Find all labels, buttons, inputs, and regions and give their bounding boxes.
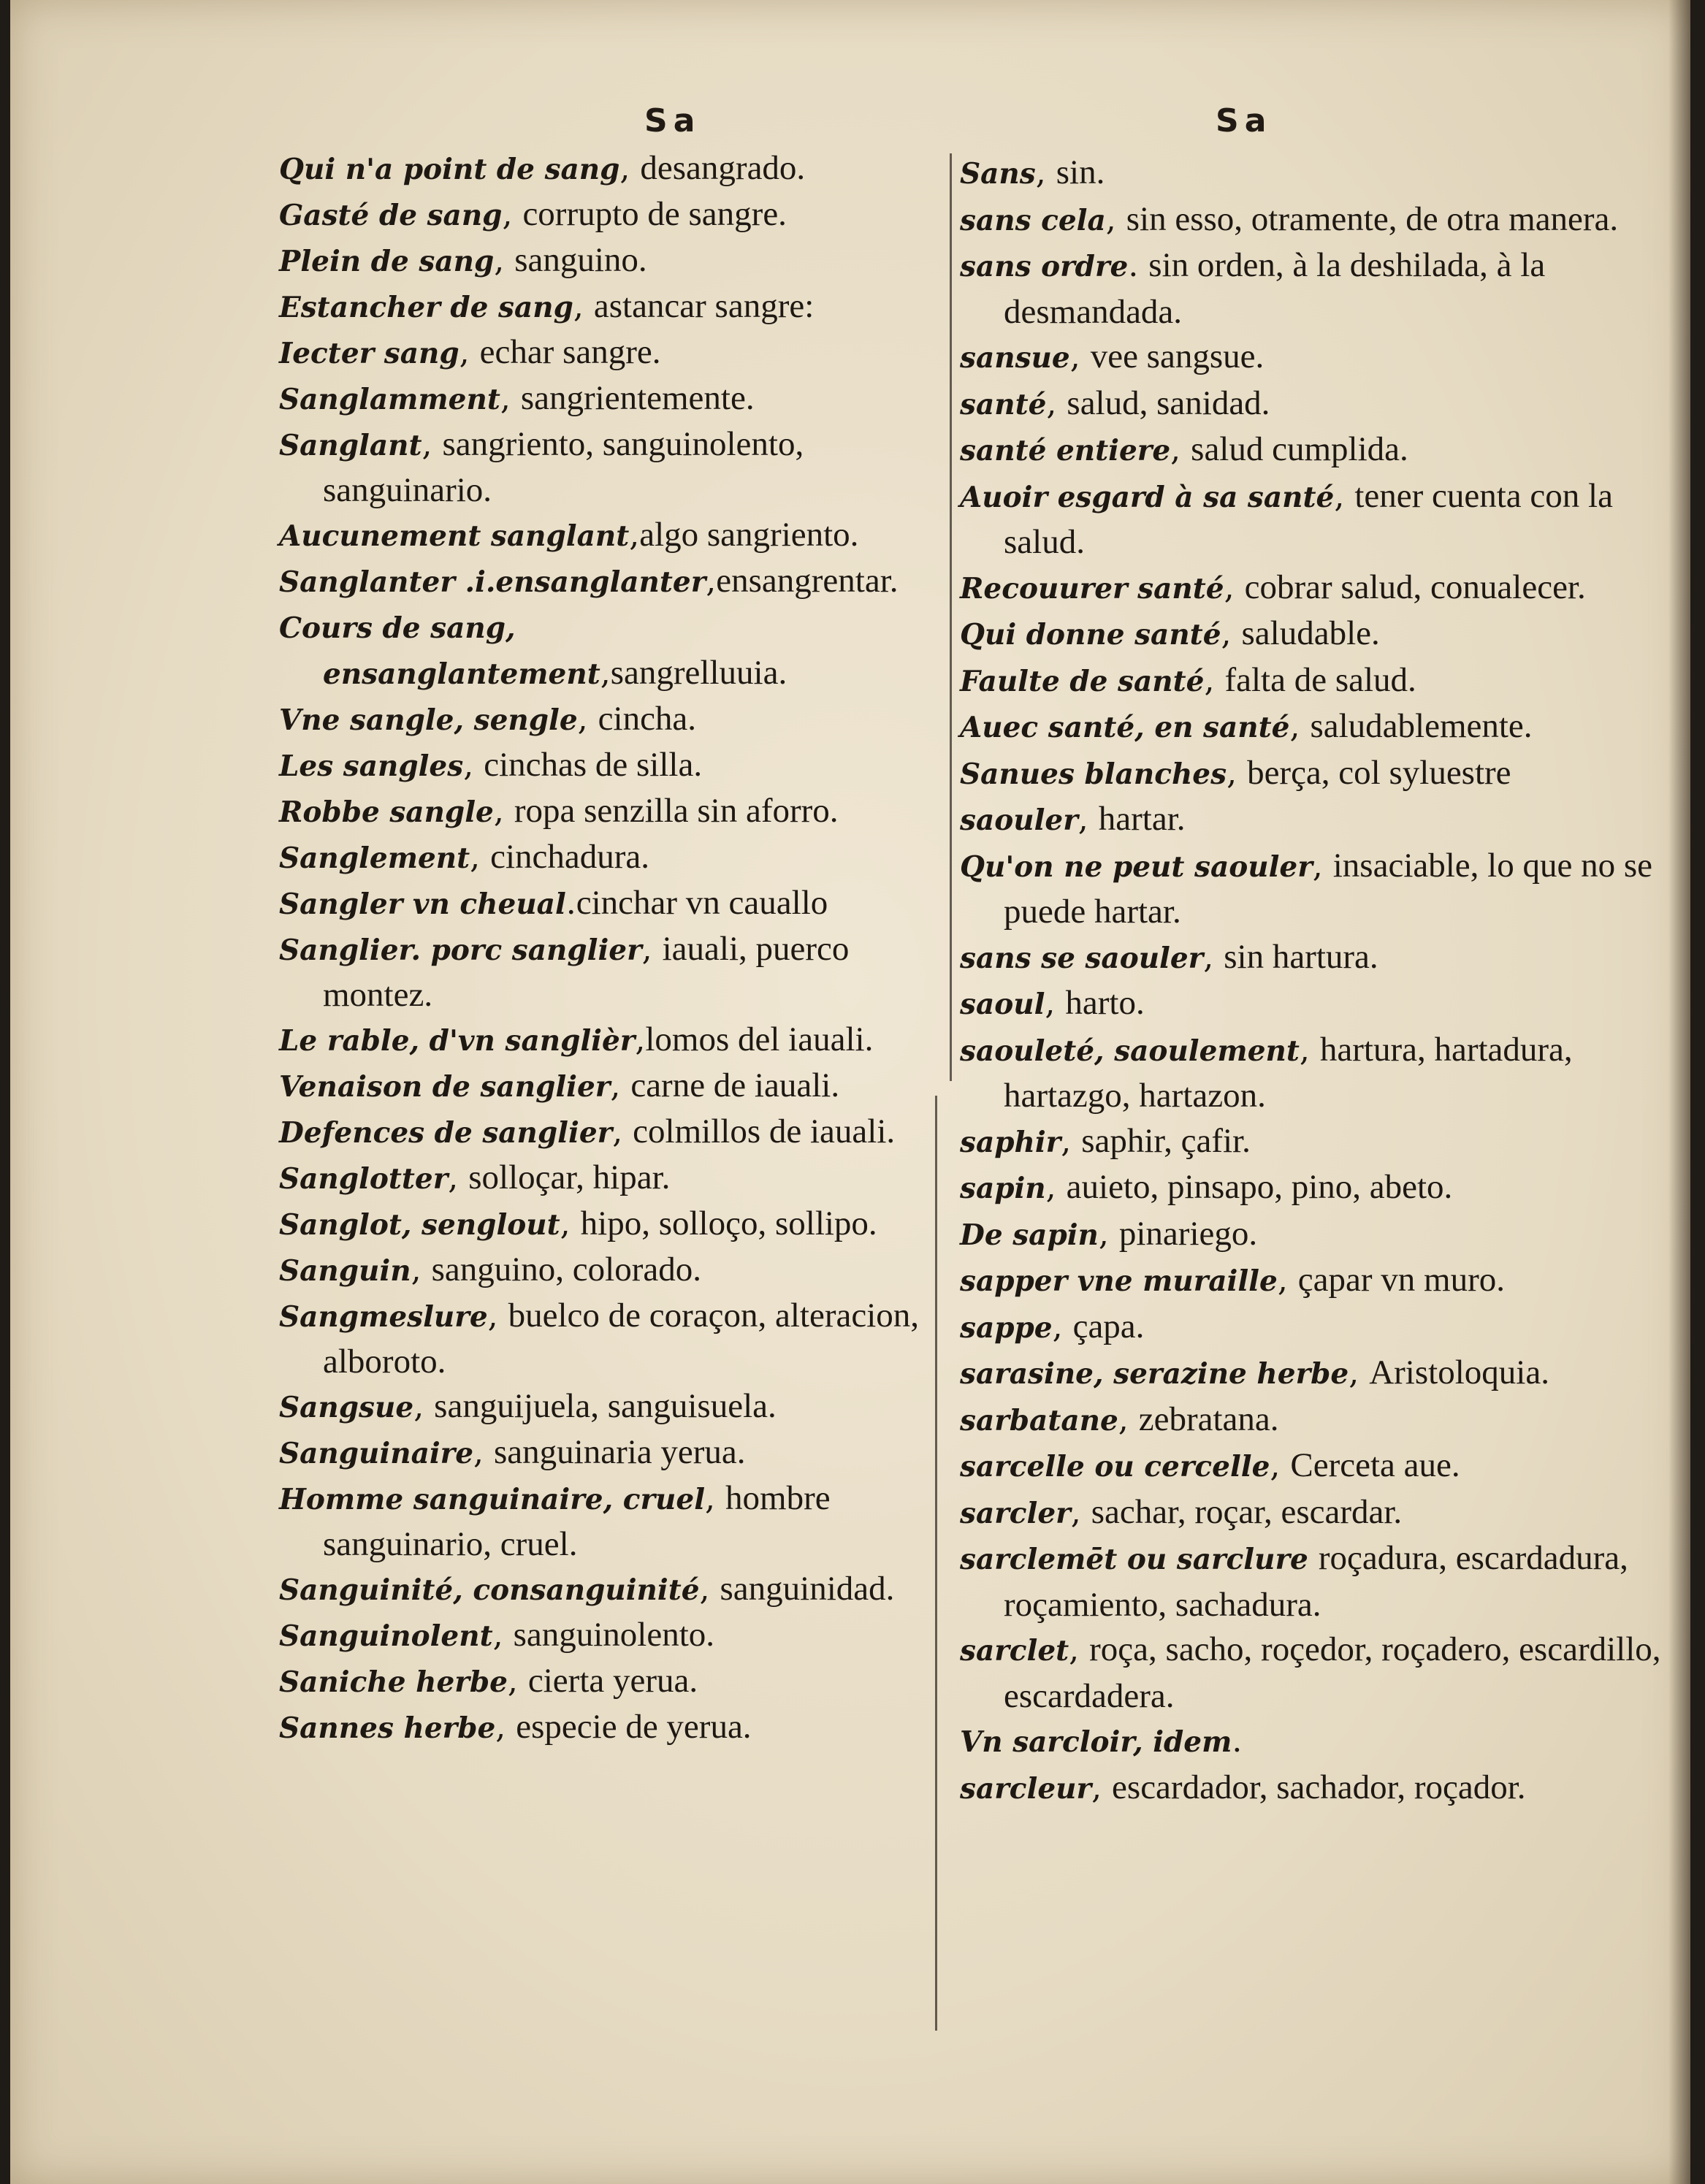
dictionary-entry — [279, 927, 937, 1017]
translation-spanish: sin esso, otramente, de otra manera. — [1126, 199, 1619, 238]
translation-spanish: echar sangre. — [479, 333, 661, 371]
entry-separator: , — [1334, 477, 1355, 515]
dictionary-entry — [279, 1384, 937, 1430]
translation-spanish: sangrientemente. — [520, 379, 755, 417]
entry-separator: , — [560, 1205, 581, 1242]
headword-french: sapper vne muraille — [960, 1264, 1278, 1298]
entry-separator: , — [1312, 847, 1333, 885]
entry-separator: , — [641, 931, 663, 968]
entry-separator: , — [1069, 338, 1091, 375]
translation-spanish: hombre sanguinario, cruel. — [323, 1479, 831, 1563]
dictionary-entry — [960, 474, 1661, 565]
entry-separator: , — [1061, 1122, 1082, 1160]
entry-separator: , — [1170, 431, 1191, 468]
headword-french: sarbatane — [960, 1403, 1118, 1437]
entry-separator: , — [1299, 1031, 1320, 1069]
translation-spanish: buelco de coraçon, alteracion, alboroto. — [323, 1297, 920, 1381]
headword-french: Cours de sang, ensanglantement — [279, 611, 600, 691]
dictionary-entry — [279, 743, 937, 789]
dictionary-entry — [960, 797, 1661, 844]
dictionary-entry — [279, 1567, 937, 1613]
headword-french: sapin — [960, 1172, 1046, 1205]
dictionary-entry — [960, 981, 1661, 1028]
entry-separator: , — [573, 288, 594, 325]
translation-spanish: escardador, sachador, roçador. — [1112, 1768, 1526, 1806]
dictionary-entry — [279, 330, 937, 376]
translation-spanish: cinchar vn cauallo — [576, 884, 828, 922]
entry-separator: , — [619, 150, 641, 187]
headword-french: Sanguinolent — [279, 1619, 493, 1653]
dictionary-entry — [279, 146, 937, 192]
entry-separator: , — [706, 562, 717, 600]
dictionary-entry — [960, 751, 1661, 798]
headword-french: saouleté, saoulement — [960, 1034, 1300, 1068]
translation-spanish: cinchas de silla. — [484, 746, 703, 784]
translation-spanish: sin. — [1056, 153, 1105, 191]
headword-french: sans cela — [960, 203, 1106, 237]
dictionary-entry — [279, 376, 937, 422]
translation-spanish: salud cumplida. — [1191, 430, 1408, 468]
headword-french: sansue — [960, 341, 1070, 375]
entry-separator: , — [494, 242, 515, 279]
entry-separator: , — [411, 1251, 432, 1288]
dictionary-entry — [960, 935, 1661, 982]
translation-spanish: salud, sanidad. — [1067, 383, 1270, 422]
headword-french: Recouurer santé — [960, 571, 1224, 606]
translation-spanish: sanguinolento. — [513, 1616, 715, 1654]
translation-spanish: sin orden, à la deshilada, à la desmandada. — [1004, 246, 1546, 331]
translation-spanish: pinariego. — [1118, 1214, 1258, 1253]
headword-french: Sangmeslure — [279, 1300, 488, 1334]
entry-separator: , — [1045, 1169, 1067, 1206]
dictionary-entry — [279, 1430, 937, 1476]
translation-spanish: sanguino. — [514, 241, 647, 279]
translation-spanish: çapa. — [1072, 1307, 1145, 1345]
dictionary-entry — [279, 1294, 937, 1384]
entry-separator: , — [705, 1480, 726, 1517]
headword-french: Iecter sang — [279, 337, 459, 370]
dictionary-entry — [279, 605, 937, 697]
headword-french: sans se saouler — [960, 941, 1204, 975]
translation-spanish: roça, sacho, roçedor, roçadero, escardillo, escardadera. — [1004, 1630, 1661, 1715]
entry-separator: , — [492, 1616, 514, 1654]
entry-separator: , — [1224, 568, 1245, 606]
entry-separator: , — [699, 1570, 720, 1608]
translation-spanish: solloçar, hipar. — [468, 1158, 671, 1196]
entry-separator: , — [1221, 615, 1242, 652]
translation-spanish: sangriento, sanguinolento, sanguinario. — [323, 425, 804, 509]
headword-french: saoul — [960, 988, 1045, 1021]
headword-french: Sanglanter .i.ensanglanter — [279, 565, 706, 599]
entry-separator: , — [487, 1297, 508, 1335]
headword-french: Auoir esgard à sa santé — [960, 480, 1335, 514]
entry-separator: , — [1289, 708, 1311, 745]
translation-spanish: hipo, solloço, sollipo. — [580, 1204, 877, 1242]
translation-spanish: carne de iauali. — [630, 1066, 840, 1104]
dictionary-entry — [279, 192, 937, 238]
translation-spanish: insaciable, lo que no se puede hartar. — [1004, 846, 1652, 931]
dictionary-entry — [279, 1156, 937, 1202]
dictionary-entry — [279, 1705, 937, 1751]
headword-french: Venaison de sanglier — [279, 1070, 611, 1104]
headword-french: Sanglamment — [279, 383, 500, 416]
entry-separator: , — [1035, 154, 1056, 191]
dictionary-entry — [960, 1305, 1661, 1351]
entry-separator: , — [500, 380, 521, 417]
translation-spanish: harto. — [1065, 984, 1145, 1022]
dictionary-entry — [960, 658, 1661, 705]
headword-french: Robbe sangle — [279, 795, 494, 829]
dictionary-entry — [960, 1765, 1661, 1812]
dictionary-entry — [279, 789, 937, 835]
headword-french: Sangler vn cheual — [279, 887, 566, 921]
entry-separator: , — [459, 334, 480, 371]
page-edge-shadow — [1668, 0, 1690, 2184]
translation-spanish: sanguijuela, sanguisuela. — [434, 1387, 777, 1425]
headword-french: sarclemēt ou sarclure — [960, 1543, 1308, 1576]
dictionary-entry — [960, 1212, 1661, 1259]
dictionary-entry — [279, 1613, 937, 1659]
dictionary-entry — [960, 381, 1661, 428]
dictionary-entry — [960, 611, 1661, 658]
headword-french: Sanglement — [279, 841, 470, 875]
entry-separator: . — [1128, 247, 1149, 284]
entry-separator: , — [448, 1159, 469, 1196]
translation-spanish: astancar sangre: — [593, 287, 815, 325]
column-rule-lower — [935, 1096, 937, 2031]
column-rule — [950, 153, 952, 1081]
entry-separator: , — [1052, 1307, 1073, 1345]
translation-spanish: lomos del iauali. — [645, 1020, 874, 1058]
entry-separator: , — [635, 1021, 646, 1058]
headword-french: Sanguinité, consanguinité — [279, 1573, 700, 1607]
dictionary-entry — [279, 1017, 937, 1064]
translation-spanish: desangrado. — [640, 149, 806, 187]
translation-spanish: vee sangsue. — [1090, 337, 1265, 375]
translation-spanish: hartar. — [1098, 800, 1186, 838]
dictionary-entry — [960, 565, 1661, 612]
dictionary-entry — [279, 1248, 937, 1294]
right-entry-list — [960, 150, 1661, 1811]
translation-spanish: saludablemente. — [1310, 707, 1533, 745]
translation-spanish: sachar, roçar, escardar. — [1091, 1492, 1403, 1531]
headword-french: Qu'on ne peut saouler — [960, 849, 1313, 884]
left-entry-list — [279, 146, 937, 1751]
dictionary-entry — [960, 1627, 1661, 1719]
entry-separator: , — [413, 1388, 435, 1425]
entry-separator: . — [565, 885, 576, 922]
dictionary-entry — [960, 335, 1661, 381]
headword-french: Sanues blanches — [960, 757, 1227, 791]
headword-french: Gasté de sang — [279, 199, 503, 232]
entry-separator: , — [422, 426, 443, 463]
entry-separator: , — [1204, 661, 1225, 699]
dictionary-entry — [960, 150, 1661, 197]
translation-spanish: ropa senzilla sin aforro. — [514, 792, 839, 830]
translation-spanish: hartura, hartadura, hartazgo, hartazon. — [1004, 1030, 1573, 1115]
translation-spanish: tener cuenta con la salud. — [1004, 476, 1613, 561]
translation-spanish: berça, col syluestre — [1247, 753, 1511, 792]
dictionary-entry — [279, 1476, 937, 1567]
dictionary-entry — [960, 1490, 1661, 1537]
entry-separator: , — [1070, 1493, 1091, 1531]
translation-spanish: colmillos de iauali. — [633, 1112, 896, 1150]
headword-french: Qui n'a point de sang — [279, 153, 620, 186]
entry-separator: , — [1270, 1447, 1291, 1484]
translation-spanish: especie de yerua. — [516, 1708, 752, 1746]
dictionary-entry — [279, 1659, 937, 1705]
headword-french: Sanguinaire — [279, 1437, 474, 1470]
translation-spanish: falta de salud. — [1224, 660, 1416, 699]
translation-spanish: cincha. — [598, 700, 697, 738]
entry-separator: , — [612, 1113, 633, 1150]
translation-spanish: corrupto de sangre. — [522, 195, 787, 233]
translation-spanish: saludable. — [1241, 614, 1380, 652]
headword-french: Sans — [960, 157, 1036, 191]
left-column — [279, 0, 937, 2184]
headword-french: Sanglotter — [279, 1162, 449, 1196]
translation-spanish: zebratana. — [1138, 1400, 1279, 1438]
dictionary-entry — [279, 284, 937, 330]
translation-spanish: ensangrentar. — [716, 562, 899, 600]
translation-spanish: sin hartura. — [1224, 937, 1378, 976]
entry-separator: , — [577, 700, 598, 738]
entry-separator: , — [502, 196, 523, 233]
dictionary-entry — [960, 1258, 1661, 1305]
translation-spanish: sanguino, colorado. — [431, 1251, 701, 1288]
translation-spanish: cobrar salud, conualecer. — [1244, 568, 1586, 606]
entry-separator: , — [1046, 384, 1067, 422]
translation-spanish: cinchadura. — [490, 838, 650, 876]
dictionary-entry — [960, 1028, 1661, 1119]
headword-french: saphir — [960, 1125, 1061, 1159]
translation-spanish: Aristoloquia. — [1369, 1353, 1549, 1391]
entry-separator: , — [1118, 1400, 1139, 1438]
headword-french: sarcler — [960, 1496, 1071, 1530]
headword-french: Vn sarcloir, idem — [960, 1725, 1232, 1759]
entry-separator: , — [1277, 1261, 1298, 1299]
right-column — [960, 0, 1661, 2184]
headword-french: Defences de sanglier — [279, 1116, 613, 1150]
translation-spanish: sanguinaria yerua. — [494, 1433, 746, 1471]
dictionary-entry — [960, 704, 1661, 751]
dictionary-entry — [279, 1110, 937, 1156]
headword-french: Estancher de sang — [279, 291, 573, 324]
headword-french: sarcleur — [960, 1771, 1092, 1806]
headword-french: Saniche herbe — [279, 1665, 508, 1699]
entry-separator: , — [1069, 1631, 1090, 1668]
entry-separator: , — [495, 1708, 516, 1746]
dictionary-entry — [279, 1202, 937, 1248]
headword-french: Sanglant — [279, 429, 422, 462]
dictionary-entry — [960, 1443, 1661, 1490]
headword-french: santé entiere — [960, 434, 1171, 467]
entry-separator: , — [1091, 1768, 1113, 1806]
headword-french: Plein de sang — [279, 245, 495, 278]
entry-separator: , — [507, 1662, 528, 1700]
dictionary-entry — [960, 197, 1661, 244]
headword-french: sarclet — [960, 1634, 1069, 1668]
entry-separator: , — [629, 516, 640, 554]
translation-spanish: sanguinidad. — [720, 1570, 895, 1608]
dictionary-entry — [279, 881, 937, 927]
dictionary-entry — [279, 238, 937, 284]
entry-separator: . — [1232, 1722, 1243, 1760]
translation-spanish: roçadura, escardadura, roçamiento, sachadura. — [1004, 1539, 1628, 1624]
entry-separator: , — [1227, 754, 1248, 792]
translation-spanish: cierta yerua. — [527, 1662, 698, 1700]
entry-separator: , — [463, 747, 484, 784]
headword-french: Auec santé, en santé — [960, 711, 1290, 744]
entry-separator: , — [600, 654, 611, 692]
translation-spanish: saphir, çafir. — [1081, 1121, 1251, 1160]
headword-french: Qui donne santé — [960, 618, 1221, 652]
dictionary-entry — [279, 422, 937, 513]
dictionary-entry — [279, 835, 937, 881]
entry-separator: , — [1098, 1215, 1119, 1253]
translation-spanish: sangrelluuia. — [610, 654, 787, 692]
headword-french: Homme sanguinaire, cruel — [279, 1483, 706, 1516]
headword-french: Faulte de santé — [960, 664, 1205, 698]
dictionary-entry — [960, 1351, 1661, 1397]
headword-french: Les sangles — [279, 749, 464, 783]
headword-french: Sanguin — [279, 1254, 411, 1288]
headword-french: santé — [960, 387, 1047, 421]
headword-french: saouler — [960, 803, 1078, 837]
dictionary-entry — [279, 697, 937, 743]
entry-separator — [1308, 1540, 1319, 1577]
translation-spanish: Cerceta aue. — [1290, 1446, 1460, 1484]
entry-separator: , — [1045, 985, 1066, 1022]
headword-french: sarasine, serazine herbe — [960, 1357, 1349, 1391]
translation-spanish: algo sangriento. — [639, 516, 859, 554]
dictionary-entry — [960, 1165, 1661, 1212]
dictionary-entry — [960, 844, 1661, 935]
dictionary-entry — [960, 1397, 1661, 1444]
translation-spanish: auieto, pinsapo, pino, abeto. — [1066, 1168, 1453, 1206]
dictionary-page — [10, 0, 1690, 2184]
headword-french: Aucunement sanglant — [279, 519, 630, 553]
dictionary-entry — [279, 1064, 937, 1110]
entry-separator: , — [473, 1434, 495, 1471]
dictionary-entry — [960, 1536, 1661, 1627]
headword-french: Sanglier. porc sanglier — [279, 933, 642, 967]
entry-separator: , — [1349, 1354, 1370, 1391]
headword-french: Vne sangle, sengle — [279, 703, 578, 737]
dictionary-entry — [960, 243, 1661, 335]
entry-separator: , — [1077, 801, 1099, 838]
headword-french: Sannes herbe — [279, 1711, 496, 1745]
dictionary-entry — [960, 1119, 1661, 1166]
headword-french: Sangsue — [279, 1391, 414, 1424]
dictionary-entry — [279, 559, 937, 605]
entry-separator: , — [493, 793, 514, 830]
headword-french: De sapin — [960, 1218, 1099, 1252]
entry-separator: , — [610, 1067, 631, 1104]
entry-separator: , — [1203, 938, 1224, 976]
entry-separator: , — [1105, 200, 1126, 238]
headword-french: Le rable, d'vn sanglièr — [279, 1024, 636, 1058]
translation-spanish: çapar vn muro. — [1297, 1261, 1505, 1299]
headword-french: sarcelle ou cercelle — [960, 1450, 1270, 1484]
running-head-left: Sa — [644, 102, 701, 140]
headword-french: sappe — [960, 1310, 1053, 1345]
entry-separator: , — [470, 839, 491, 876]
running-head-right: Sa — [1216, 102, 1273, 140]
headword-french: sans ordre — [960, 250, 1129, 283]
translation-spanish: iauali, puerco montez. — [323, 930, 850, 1014]
dictionary-entry — [960, 427, 1661, 474]
dictionary-entry — [279, 513, 937, 559]
dictionary-entry — [960, 1719, 1661, 1765]
headword-french: Sanglot, senglout — [279, 1208, 560, 1242]
